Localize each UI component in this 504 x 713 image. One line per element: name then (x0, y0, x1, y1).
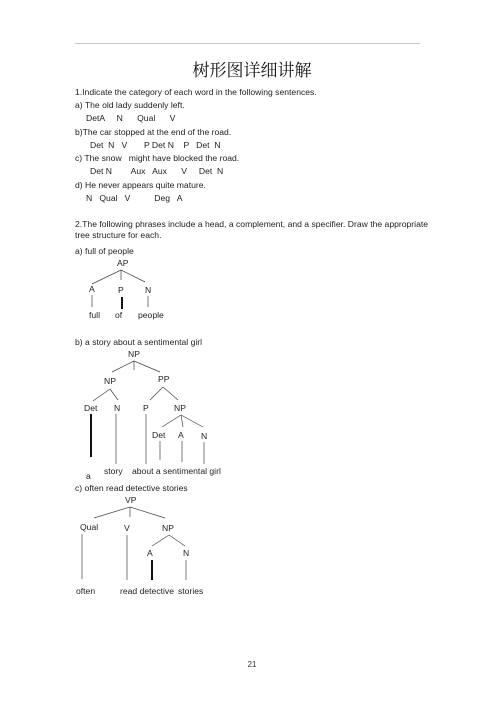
page-title: 树形图详细讲解 (192, 61, 312, 81)
tree-c-word: stories (178, 586, 204, 596)
sentence-d: d) He never appears quite mature. (75, 180, 206, 190)
sentence-b: b)The car stopped at the end of the road. (75, 127, 232, 137)
tree-a-p: P (118, 285, 124, 295)
tree-b-p: P (143, 403, 149, 413)
sentence-a: a) The old lady suddenly left. (75, 100, 185, 110)
page-number: 21 (247, 660, 257, 669)
tree-b-word: story (104, 466, 123, 476)
section2-instruction: 2.The following phrases include a head, a complement, and a specifier. Draw the appropriate tree structure for each. (75, 219, 429, 240)
tree-a-word: full (89, 310, 100, 320)
tree-a-a: A (89, 284, 95, 294)
tree-a-n: N (145, 285, 152, 295)
tags-c: Det N Aux Aux V Det N (90, 166, 224, 176)
tree-b-word: about a sentimental girl (132, 466, 221, 476)
tree-c-branch (169, 535, 185, 546)
tags-a: DetA N Qual V (86, 113, 176, 123)
tags-b: Det N V P Det N P Det N (90, 140, 221, 150)
tree-b-root: NP (128, 349, 140, 359)
tree-c-branch (130, 507, 165, 518)
tree-a-root: AP (117, 258, 129, 268)
tree-b-n: N (114, 403, 121, 413)
tree-b-n2: N (201, 431, 208, 441)
tags-d: N Qual V Deg A (86, 193, 183, 203)
tree-b-np: NP (104, 376, 116, 386)
tree-a-word: people (138, 310, 164, 320)
phrase-c-label: c) often read detective stories (75, 483, 188, 493)
tree-c-qual: Qual (80, 522, 99, 532)
tree-b-np2: NP (174, 403, 186, 413)
tree-c-n: N (183, 548, 190, 558)
section1-instruction: 1.Indicate the category of each word in the following sentences. (75, 87, 317, 97)
tree-c-np: NP (162, 523, 174, 533)
tree-b-det2: Det (152, 430, 166, 440)
tree-c-v: V (124, 523, 130, 533)
phrase-a-label: a) full of people (75, 246, 134, 256)
tree-b-a: A (178, 430, 184, 440)
tree-c-branch (152, 535, 169, 546)
tree-b-word: a (86, 471, 91, 481)
tree-c-root: VP (125, 495, 137, 505)
tree-a-word: of (115, 310, 123, 320)
phrase-b-label: b) a story about a sentimental girl (75, 337, 203, 347)
tree-c-a: A (147, 548, 153, 558)
tree-b-pp: PP (158, 374, 170, 384)
tree-c-branch (94, 507, 130, 518)
tree-c-word: read detective (120, 586, 174, 596)
tree-c-word: often (76, 586, 96, 596)
sentence-c: c) The snow might have blocked the road. (75, 153, 240, 163)
tree-b-det: Det (84, 403, 98, 413)
